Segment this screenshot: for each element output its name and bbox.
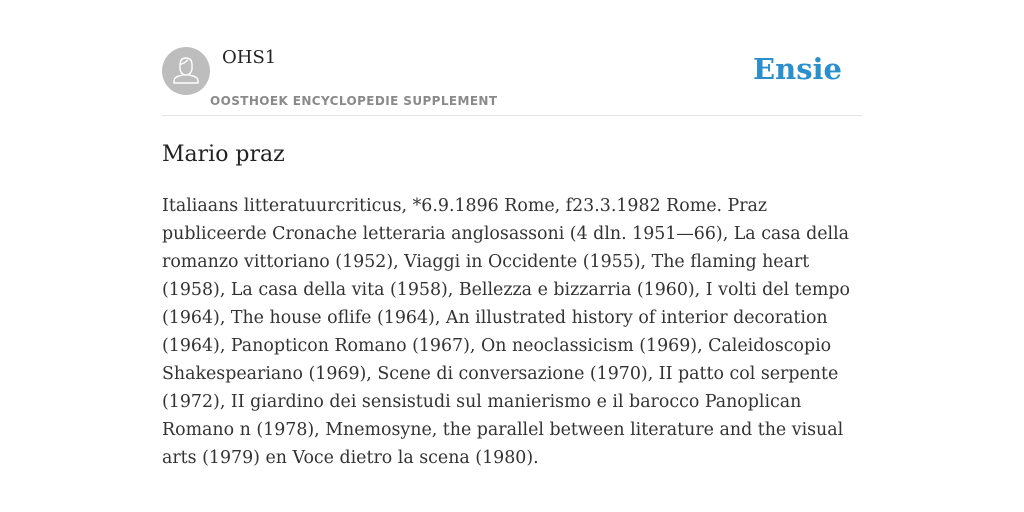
entry-card bbox=[162, 0, 862, 512]
article-body: Italiaans litteratuurcriticus, *6.9.1896 Rome, f23.3.1982 Rome. Praz publiceerde Cronache letteraria anglosassoni (4 dln. 1951—66), La casa della romanzo vittoriano (1952), Viaggi in Occidente (1955), The flaming heart (1958), La casa della vita (1958), Bellezza e bizzarria (1960), I volti del tempo (1964), The house oflife (1964), An illustrated history of interior decoration (1964), Panopticon Romano (1967), On neoclassicism (1969), Caleidoscopio Shakespeariano (1969), Scene di conversazione (1970), II patto col serpente (1972), II giardino dei sensistudi sul manierismo e il barocco Panoplican Romano n (1978), Mnemosyne, the parallel between literature and the visual arts (1979) en Voce dietro la scena (1980). bbox=[162, 196, 850, 468]
brand-logo[interactable]: Ensie bbox=[753, 52, 842, 86]
entry-header bbox=[162, 0, 862, 116]
user-icon bbox=[162, 47, 210, 95]
page-title: Mario praz bbox=[162, 142, 285, 167]
avatar[interactable] bbox=[162, 47, 210, 95]
source-label: OOSTHOEK ENCYCLOPEDIE SUPPLEMENT bbox=[210, 94, 498, 108]
author-name[interactable]: OHS1 bbox=[222, 47, 277, 68]
